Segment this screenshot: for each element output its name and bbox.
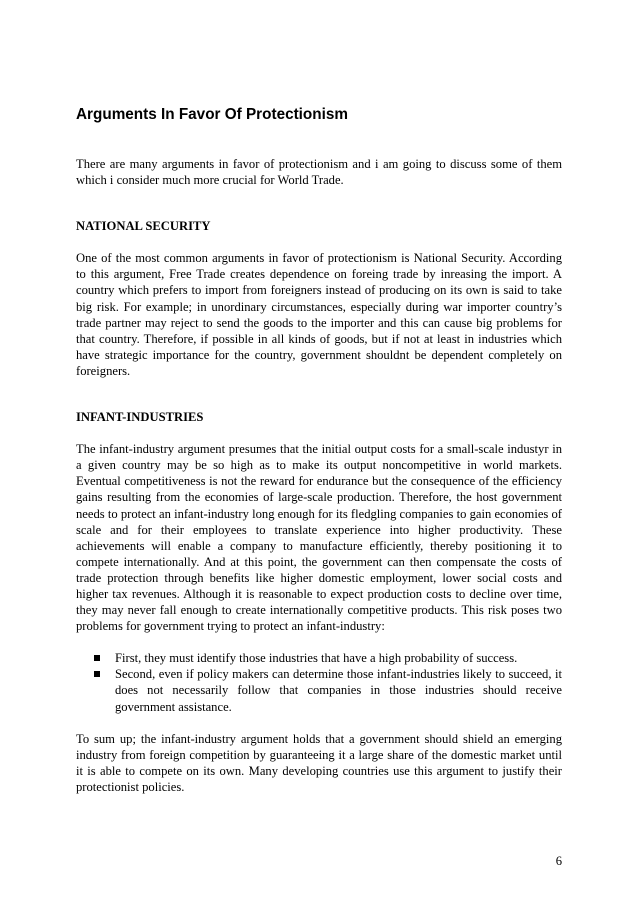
square-bullet-icon [94, 671, 100, 677]
page-number: 6 [555, 854, 562, 868]
conclusion-paragraph: To sum up; the infant-industry argument holds that a government should shield an emerging industry from foreign competition by guaranteeing it a large share of the domestic market until it is able to compete on its own. Many developing countries use this argument to justify their protectionist policies. [76, 731, 562, 794]
national-security-paragraph: One of the most common arguments in favor of protectionism is National Security. According to this argument, Free Trade creates dependence on foreing trade by inreasing the import. A country which prefers to import from foreigners instead of producing on its own is said to take big risk. For example; in unordinary circumstances, especially during war importer country’s trade partner may reject to send the goods to the importer and this can cause big problems for that country. Therefore, if possible in all kinds of goods, but if not at least in industries which have strategic importance for the country, government shouldnt be dependent completely on foreigners. [76, 251, 562, 378]
list-item-text: Second, even if policy makers can determine those infant-industries likely to succeed, it does not necessarily follow that companies in those industries should receive government assistance. [115, 667, 562, 714]
page-content [76, 106, 562, 795]
infant-industries-paragraph: The infant-industry argument presumes that the initial output costs for a small-scale industyr in a given country may be so high as to make its output noncompetitive in world markets. Eventual competitiveness is not the reward for endurance but the consequence of the efficiency gains resulting from the economies of large-scale production. Therefore, the host government needs to protect an infant-industry long enough for its fledgling companies to gain economies of scale and for their employees to translate experience into higher productivity. These achievements will enable a company to manufacture efficiently, thereby positioning it to compete internationally. And at this point, the government can then compensate the costs of trade protection through benefits like higher domestic employment, lower social costs and higher tax revenues. Although it is reasonable to expect production costs to decline over time, they may never fall enough to create internationally competitive products. This risk poses two problems for government trying to protect an infant-industry: [76, 442, 562, 634]
list-item-text: First, they must identify those industries that have a high probability of success. [115, 651, 518, 666]
intro-paragraph: There are many arguments in favor of protectionism and i am going to discuss some of them which i consider much more crucial for World Trade. [76, 157, 562, 188]
section-title-infant-industries: INFANT-INDUSTRIES [76, 410, 204, 425]
page-title: Arguments In Favor Of Protectionism [76, 106, 348, 123]
section-title-national-security: NATIONAL SECURITY [76, 219, 211, 234]
list-item [76, 650, 562, 666]
infant-industries-bullet-list [76, 650, 562, 714]
list-item [76, 666, 562, 714]
square-bullet-icon [94, 655, 100, 661]
